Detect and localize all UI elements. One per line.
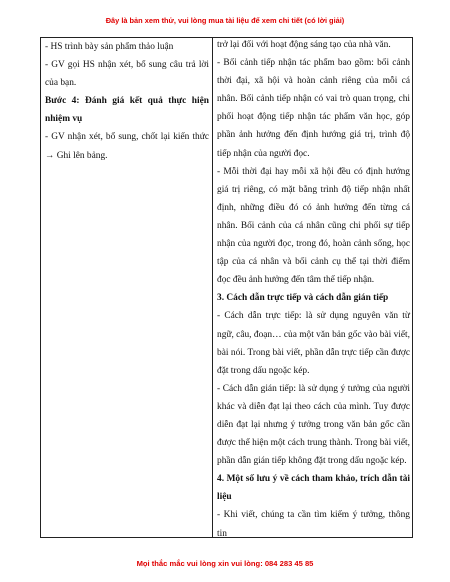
paragraph: - Khi viết, chúng ta cần tìm kiếm ý tưởng, thông tin	[217, 510, 410, 538]
step-heading: Bước 4: Đánh giá kết quả thực hiện nhiệm vụ	[45, 96, 209, 125]
expected-output-column	[217, 37, 410, 538]
paragraph: - GV nhận xét, bổ sung, chốt lại kiến thức → Ghi lên bảng.	[45, 132, 209, 161]
column-divider	[212, 38, 213, 537]
contact-notice: Mọi thắc mắc vui lòng xin vui lòng: 084 283 45 85	[136, 559, 314, 568]
paragraph: - Cách dẫn trực tiếp: là sử dụng nguyên văn từ ngữ, câu, đoạn… của một văn bản gốc vào bài viết, bài nói. Trong bài viết, phần dẫn trực tiếp cần được đặt trong dấu ngoặc kép.	[217, 311, 410, 376]
section-heading: 3. Cách dẫn trực tiếp và cách dẫn gián tiếp	[217, 293, 389, 304]
section-heading: 4. Một số lưu ý về cách tham khảo, trích dẫn tài liệu	[217, 474, 410, 503]
preview-notice: Đây là bản xem thử, vui lòng mua tài liệu để xem chi tiết (có lời giải)	[105, 16, 345, 25]
paragraph: - GV gọi HS nhận xét, bổ sung câu trả lời của bạn.	[45, 60, 209, 89]
paragraph: - HS trình bày sản phẩm thảo luận	[45, 42, 174, 52]
paragraph: trở lại đối với hoạt động sáng tạo của nhà văn.	[217, 40, 391, 50]
paragraph: - Bối cảnh tiếp nhận tác phẩm bao gồm: bối cảnh thời đại, xã hội và hoàn cảnh riêng của mỗi cá nhân. Bối cảnh tiếp nhận có vai trò quan trọng, chi phối hoạt động tiếp nhận tác phẩm văn học, góp phần ảnh hưởng đến định hướng giá trị, trình độ tiếp nhận của người đọc.	[217, 58, 410, 159]
paragraph: - Cách dẫn gián tiếp: là sử dụng ý tưởng của người khác và diễn đạt lại theo cách của mình. Tuy được diễn đạt lại nhưng ý tưởng trong văn bản gốc cần được thể hiện một cách trung thành. Trong bài viết, phần dẫn gián tiếp không đặt trong dấu ngoặc kép.	[217, 383, 410, 467]
lesson-table	[40, 37, 413, 538]
paragraph: - Mỗi thời đại hay mỗi xã hội đều có định hướng giá trị riêng, có mặt bằng trình độ tiếp nhận nhất định, những điều đó có ảnh hưởng đến từng cá nhân. Bối cảnh của cá nhân cũng chi phối sự tiếp nhận của người đọc, trong đó, hoàn cảnh sống, học tập của cá nhân và bối cảnh cụ thể tại thời điểm đọc đều ảnh hưởng đến tâm thế tiếp nhận.	[217, 166, 410, 286]
teacher-student-activities-column	[45, 38, 209, 165]
